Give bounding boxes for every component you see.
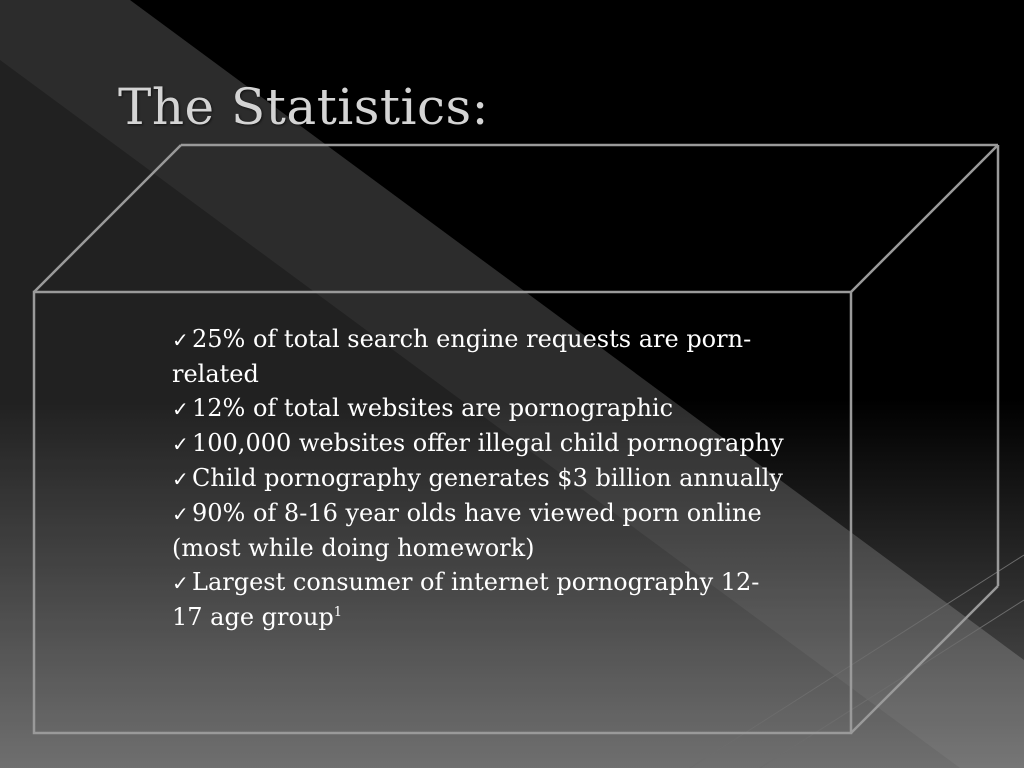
bullet-text: 25% of total search engine requests are porn-related <box>172 325 752 388</box>
list-item <box>172 322 784 391</box>
list-item <box>172 565 784 634</box>
bullet-text: Child pornography generates $3 billion annually <box>192 464 783 492</box>
checkmark-icon: ✓ <box>172 467 189 491</box>
list-item <box>172 461 784 496</box>
slide-title: The Statistics: <box>118 78 490 136</box>
bullet-text: 12% of total websites are pornographic <box>192 394 674 422</box>
bullet-text: 90% of 8-16 year olds have viewed porn online (most while doing homework) <box>172 499 762 562</box>
bullet-text: 100,000 websites offer illegal child pornography <box>192 429 784 457</box>
box-edge <box>851 145 998 292</box>
checkmark-icon: ✓ <box>172 397 189 421</box>
checkmark-icon: ✓ <box>172 432 189 456</box>
checkmark-icon: ✓ <box>172 502 189 526</box>
statistics-list <box>172 322 784 634</box>
list-item <box>172 426 784 461</box>
bullet-text: Largest consumer of internet pornography 12-17 age group <box>172 568 760 631</box>
checkmark-icon: ✓ <box>172 328 189 352</box>
footnote-marker: 1 <box>333 605 343 620</box>
list-item <box>172 391 784 426</box>
list-item <box>172 496 784 565</box>
checkmark-icon: ✓ <box>172 571 189 595</box>
